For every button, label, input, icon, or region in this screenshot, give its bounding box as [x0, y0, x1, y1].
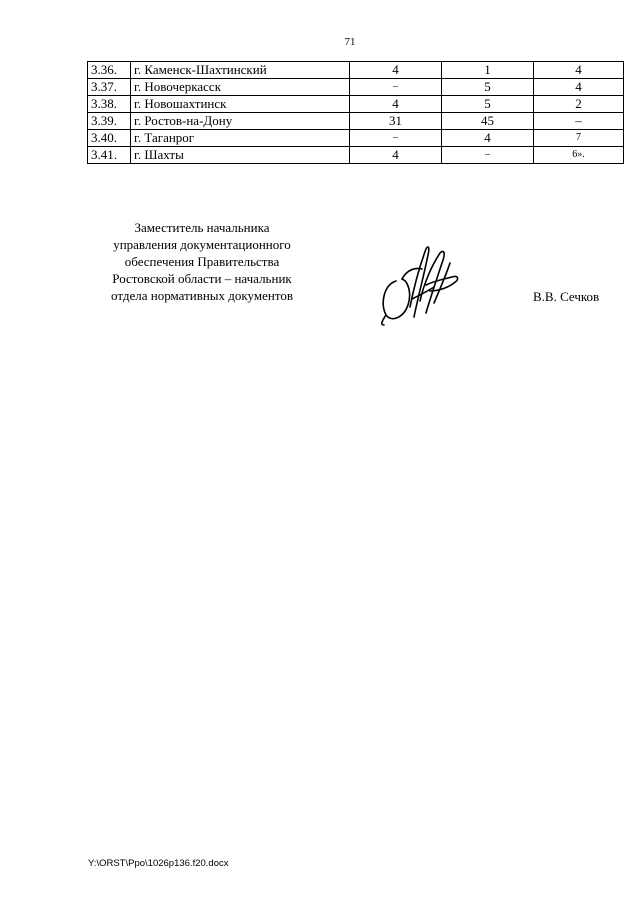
row-number: 3.40. [88, 130, 131, 147]
data-table [87, 61, 624, 164]
row-number: 3.37. [88, 79, 131, 96]
signatory-title-line: Ростовской области – начальник [112, 271, 292, 286]
row-number: 3.36. [88, 62, 131, 79]
city-name: г. Каменск-Шахтинский [131, 62, 350, 79]
cell-value-1: – [350, 130, 442, 147]
city-name: г. Таганрог [131, 130, 350, 147]
signatory-title-line: отдела нормативных документов [111, 288, 293, 303]
cell-value-3: – [534, 113, 624, 130]
cell-value-3: 4 [534, 62, 624, 79]
cell-value-3: 2 [534, 96, 624, 113]
cell-value-1: 4 [350, 147, 442, 164]
cell-value-3: 4 [534, 79, 624, 96]
page-number: 71 [344, 36, 356, 48]
cell-value-2: 1 [442, 62, 534, 79]
cell-value-2: 4 [442, 130, 534, 147]
signatory-title-line: Заместитель начальника [134, 220, 270, 235]
signatory-title-line: обеспечения Правительства [124, 254, 280, 269]
table-row [88, 113, 624, 130]
signatory-title [88, 219, 316, 304]
cell-value-1: – [350, 79, 442, 96]
table-row [88, 147, 624, 164]
table-row [88, 79, 624, 96]
cell-value-2: 45 [442, 113, 534, 130]
cell-value-3: 6». [534, 147, 624, 164]
signatory-title-line: управления документационного [113, 237, 291, 252]
cell-value-2: – [442, 147, 534, 164]
cell-value-1: 31 [350, 113, 442, 130]
cell-value-1: 4 [350, 96, 442, 113]
city-name: г. Новошахтинск [131, 96, 350, 113]
cell-value-2: 5 [442, 96, 534, 113]
handwritten-signature [374, 241, 470, 327]
cell-value-1: 4 [350, 62, 442, 79]
signatory-name: В.В. Сечков [533, 289, 600, 304]
table-row [88, 130, 624, 147]
file-path-footer: Y:\ORST\Ppo\1026p136.f20.docx [88, 858, 229, 869]
row-number: 3.38. [88, 96, 131, 113]
cell-value-3: 7 [534, 130, 624, 147]
row-number: 3.39. [88, 113, 131, 130]
table-row [88, 96, 624, 113]
row-number: 3.41. [88, 147, 131, 164]
city-name: г. Новочеркасск [131, 79, 350, 96]
table-row [88, 62, 624, 79]
cell-value-2: 5 [442, 79, 534, 96]
city-name: г. Шахты [131, 147, 350, 164]
city-name: г. Ростов-на-Дону [131, 113, 350, 130]
